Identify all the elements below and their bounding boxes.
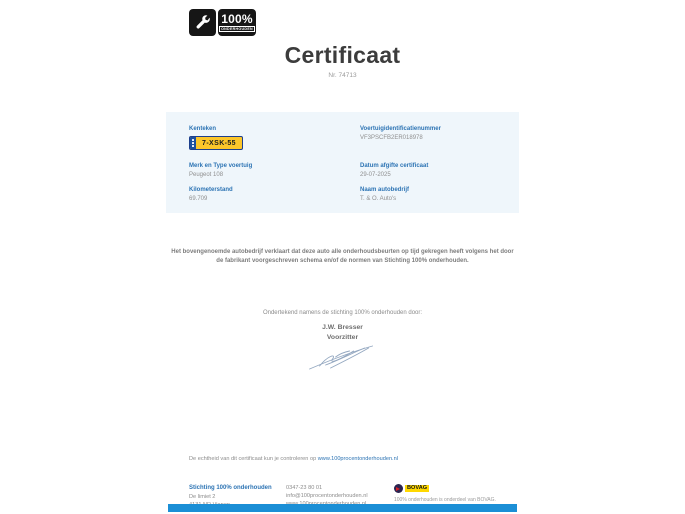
page-title: Certificaat — [284, 42, 401, 68]
footer-phone: 0347-23 80 01 — [286, 485, 323, 491]
brand-logo — [189, 9, 256, 36]
field-label: Voertuigidentificatienummer — [360, 126, 441, 132]
signature-image — [305, 342, 377, 377]
license-plate — [189, 136, 243, 150]
signer-name: J.W. Bresser — [322, 324, 363, 331]
field-autobedrijf — [360, 187, 519, 202]
footer-bovag-block — [394, 484, 496, 504]
footer-org-name: Stichting 100% onderhouden — [189, 485, 272, 491]
footer-email: info@100procentonderhouden.nl — [286, 493, 368, 500]
field-label: Datum afgifte certificaat — [360, 163, 429, 169]
field-label: Kilometerstand — [189, 187, 233, 193]
field-label: Kenteken — [189, 126, 217, 132]
vehicle-info-grid — [189, 126, 519, 202]
bovag-logo — [394, 484, 496, 493]
field-value: VF3PSCFB2ER018978 — [360, 135, 423, 141]
footer-address-line1: De limiet 2 — [189, 493, 216, 500]
plate-number: 7-XSK-55 — [202, 139, 236, 147]
certificate-number: Nr. 74713 — [328, 72, 357, 79]
vehicle-info-box — [166, 112, 519, 213]
field-value: 69.709 — [189, 196, 208, 202]
signing-intro: Ondertekend namens de stichting 100% onderhouden door: — [262, 310, 423, 316]
field-label: Naam autobedrijf — [360, 187, 410, 193]
certificate-content — [166, 0, 519, 514]
signer-role: Voorzitter — [326, 334, 359, 341]
verify-link[interactable]: www.100procentonderhouden.nl — [317, 456, 398, 462]
bovag-icon — [394, 484, 403, 493]
bovag-label: BOVAG — [407, 484, 428, 491]
logo-wordmark-tile — [218, 9, 256, 36]
field-value: 29-07-2025 — [360, 172, 391, 178]
field-label: Merk en Type voertuig — [189, 163, 253, 169]
field-value: Peugeot 108 — [189, 172, 224, 178]
field-merk-type — [189, 163, 360, 178]
field-datum-afgifte — [360, 163, 519, 178]
field-vin — [360, 126, 519, 154]
field-kilometerstand — [189, 187, 360, 202]
bovag-note: 100% onderhouden is onderdeel van BOVAG. — [394, 497, 496, 503]
verify-prefix: De echtheid van dit certificaat kun je controleren op — [189, 456, 318, 462]
wrench-icon — [189, 9, 216, 36]
plate-eu-strip-icon — [190, 137, 196, 149]
logo-percent: 100% — [221, 11, 253, 26]
verify-text — [189, 456, 398, 462]
logo-wordmark: ONDERHOUDEN — [221, 26, 253, 31]
field-kenteken — [189, 126, 360, 154]
field-value: T. & O. Auto's — [360, 196, 397, 202]
declaration-text: Het bovengenoemde autobedrijf verklaart dat deze auto alle onderhoudsbeurten op tijd gekregen heeft volgens het door de fabrikant voorgeschreven schema en/of de normen van Stichting 100% onderhouden. — [171, 249, 514, 265]
footer-accent-bar — [168, 504, 517, 512]
